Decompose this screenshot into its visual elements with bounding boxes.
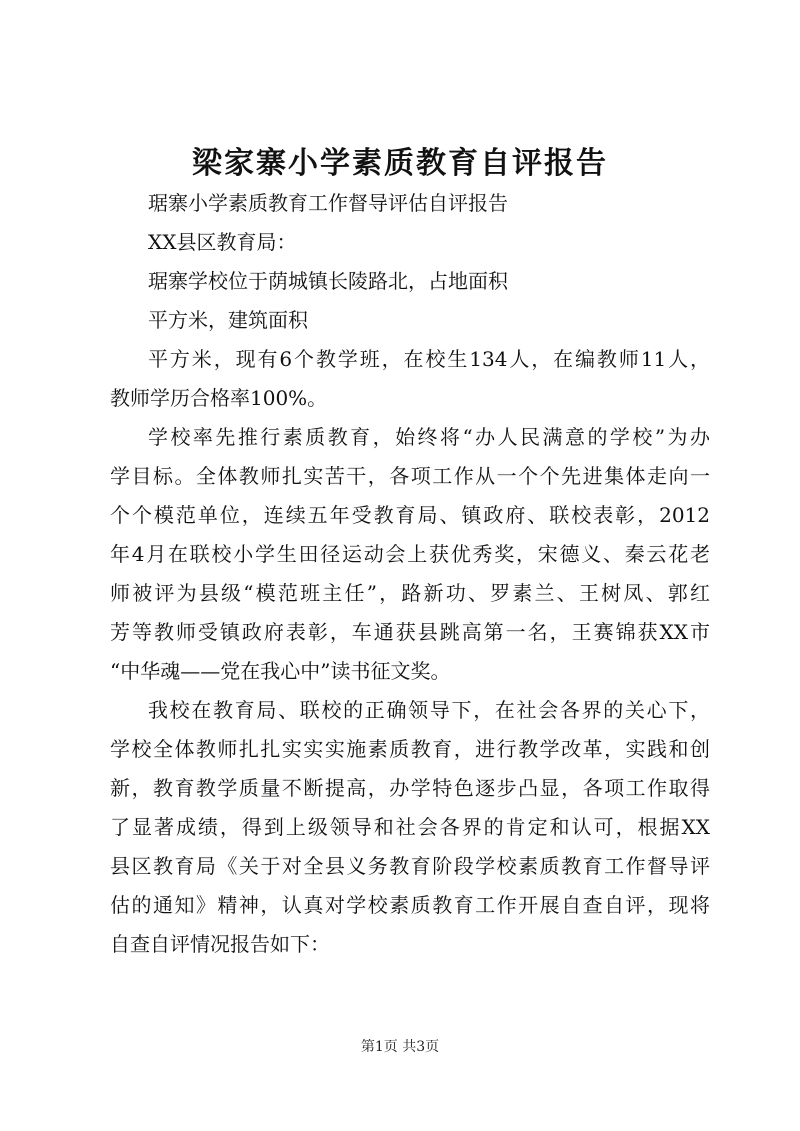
text-line: XX县区教育局：: [148, 230, 297, 254]
text-line: 个个模范单位，连续五年受教育局、镇政府、联校表彰，2012: [110, 503, 710, 527]
text-line: 年4月在联校小学生田径运动会上获优秀奖，宋德义、秦云花老: [110, 542, 710, 566]
text-line: 学校全体教师扎扎实实实施素质教育，进行教学改革，实践和创: [110, 737, 710, 761]
document-body: [110, 184, 710, 964]
text-line: “中华魂——党在我心中”读书征文奖。: [110, 659, 451, 683]
text-line: 自查自评情况报告如下：: [110, 932, 330, 956]
text-line: 琚寨学校位于荫城镇长陵路北，占地面积: [148, 269, 508, 293]
text-line: 新，教育教学质量不断提高，办学特色逐步凸显，各项工作取得: [110, 776, 710, 800]
text-line: 师被评为县级“模范班主任”，路新功、罗素兰、王树凤、郭红: [110, 581, 710, 605]
text-line: 我校在教育局、联校的正确领导下，在社会各界的关心下，: [148, 698, 710, 722]
document-title: 梁家寨小学素质教育自评报告: [192, 146, 608, 181]
text-line: 平方米，现有6个教学班，在校生134人，在编教师11人，: [148, 347, 710, 371]
text-line: 教师学历合格率100%。: [110, 386, 328, 410]
text-line: 估的通知》精神，认真对学校素质教育工作开展自查自评，现将: [110, 893, 710, 917]
text-line: 琚寨小学素质教育工作督导评估自评报告: [148, 191, 508, 215]
text-line: 县区教育局《关于对全县义务教育阶段学校素质教育工作督导评: [110, 854, 710, 878]
text-line: 学校率先推行素质教育，始终将“办人民满意的学校”为办: [148, 425, 710, 449]
text-line: 学目标。全体教师扎实苦干，各项工作从一个个先进集体走向一: [110, 464, 710, 488]
text-line: 了显著成绩，得到上级领导和社会各界的肯定和认可，根据XX: [110, 815, 710, 839]
text-line: 芳等教师受镇政府表彰，车通获县跳高第一名，王赛锦获XX市: [110, 620, 710, 644]
page-footer: 第1页 共3页: [360, 1039, 440, 1055]
text-line: 平方米，建筑面积: [148, 308, 308, 332]
